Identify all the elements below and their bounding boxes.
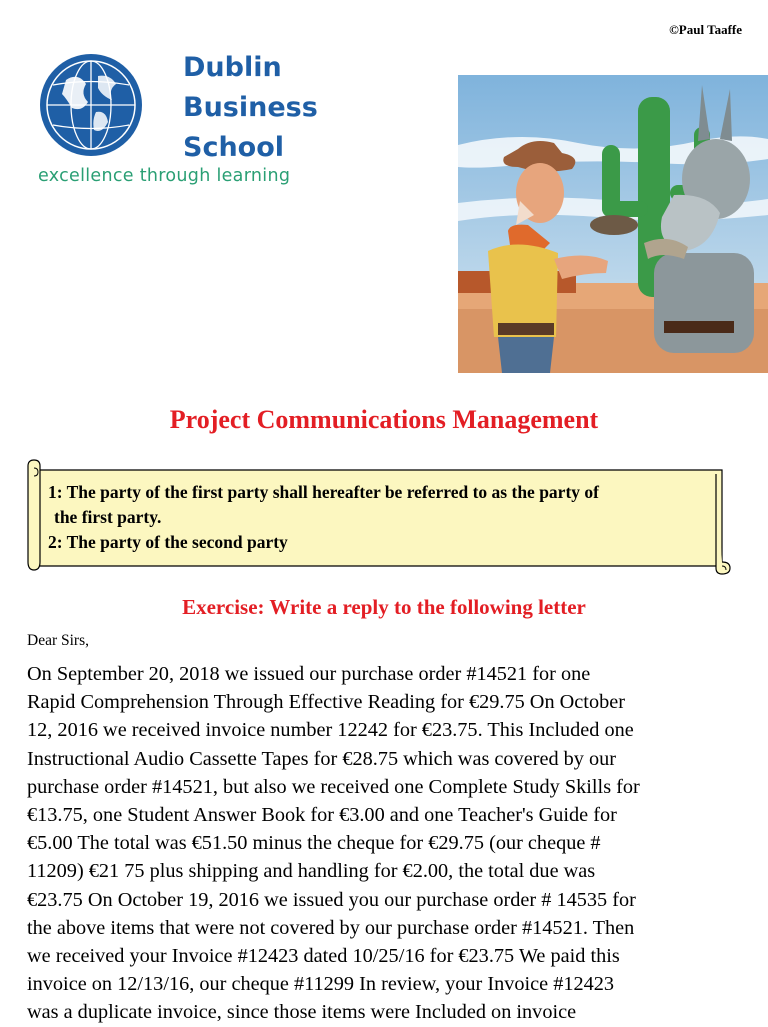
letter-line: purchase order #14521, but also we received one Complete Study Skills for — [27, 775, 640, 798]
scroll-line-3: 2: The party of the second party — [48, 532, 288, 552]
letter-line: we received your Invoice #12423 dated 10/25/16 for €23.75 We paid this — [27, 945, 620, 968]
dbs-logo — [36, 48, 336, 198]
letter-line: Rapid Comprehension Through Effective Reading for €29.75 On October — [27, 691, 625, 714]
letter-line: €13.75, one Student Answer Book for €3.00 and one Teacher's Guide for — [27, 804, 617, 827]
letter-line: Instructional Audio Cassette Tapes for €28.75 which was covered by our — [27, 747, 617, 770]
letter-body — [27, 660, 747, 1027]
globe-icon — [36, 50, 146, 160]
letter-line: 11209) €21 75 plus shipping and handling for €2.00, the total due was — [27, 860, 596, 883]
letter-line: €23.75 On October 19, 2016 we issued you our purchase order # 14535 for — [27, 888, 636, 911]
copyright-text: ©Paul Taaffe — [669, 22, 742, 37]
cowboy-donkey-cartoon — [458, 75, 768, 373]
letter-line: the above items that were not covered by our purchase order #14521. Then — [27, 916, 635, 939]
scroll-banner — [22, 458, 742, 580]
letter-line: On September 20, 2018 we issued our purchase order #14521 for one — [27, 663, 591, 685]
salutation: Dear Sirs, — [27, 632, 89, 649]
logo-tagline: excellence through learning — [38, 166, 291, 186]
scroll-line-1: 1: The party of the first party shall hereafter be referred to as the party of — [48, 482, 599, 502]
letter-line: €5.00 The total was €51.50 minus the cheque for €29.75 (our cheque # — [27, 832, 601, 855]
page-title: Project Communications Management — [169, 405, 599, 434]
exercise-heading: Exercise: Write a reply to the following letter — [182, 595, 586, 619]
scroll-line-2: the first party. — [54, 507, 162, 527]
logo-line-dublin: Dublin — [183, 52, 282, 83]
logo-line-business: Business — [183, 92, 318, 123]
letter-line: was a duplicate invoice, since those items were Included on invoice — [27, 1001, 577, 1024]
letter-line: 12, 2016 we received invoice number 12242 for €23.75. This Included one — [27, 719, 634, 742]
letter-line: invoice on 12/13/16, our cheque #11299 In review, your Invoice #12423 — [27, 973, 615, 996]
logo-line-school: School — [183, 132, 285, 163]
